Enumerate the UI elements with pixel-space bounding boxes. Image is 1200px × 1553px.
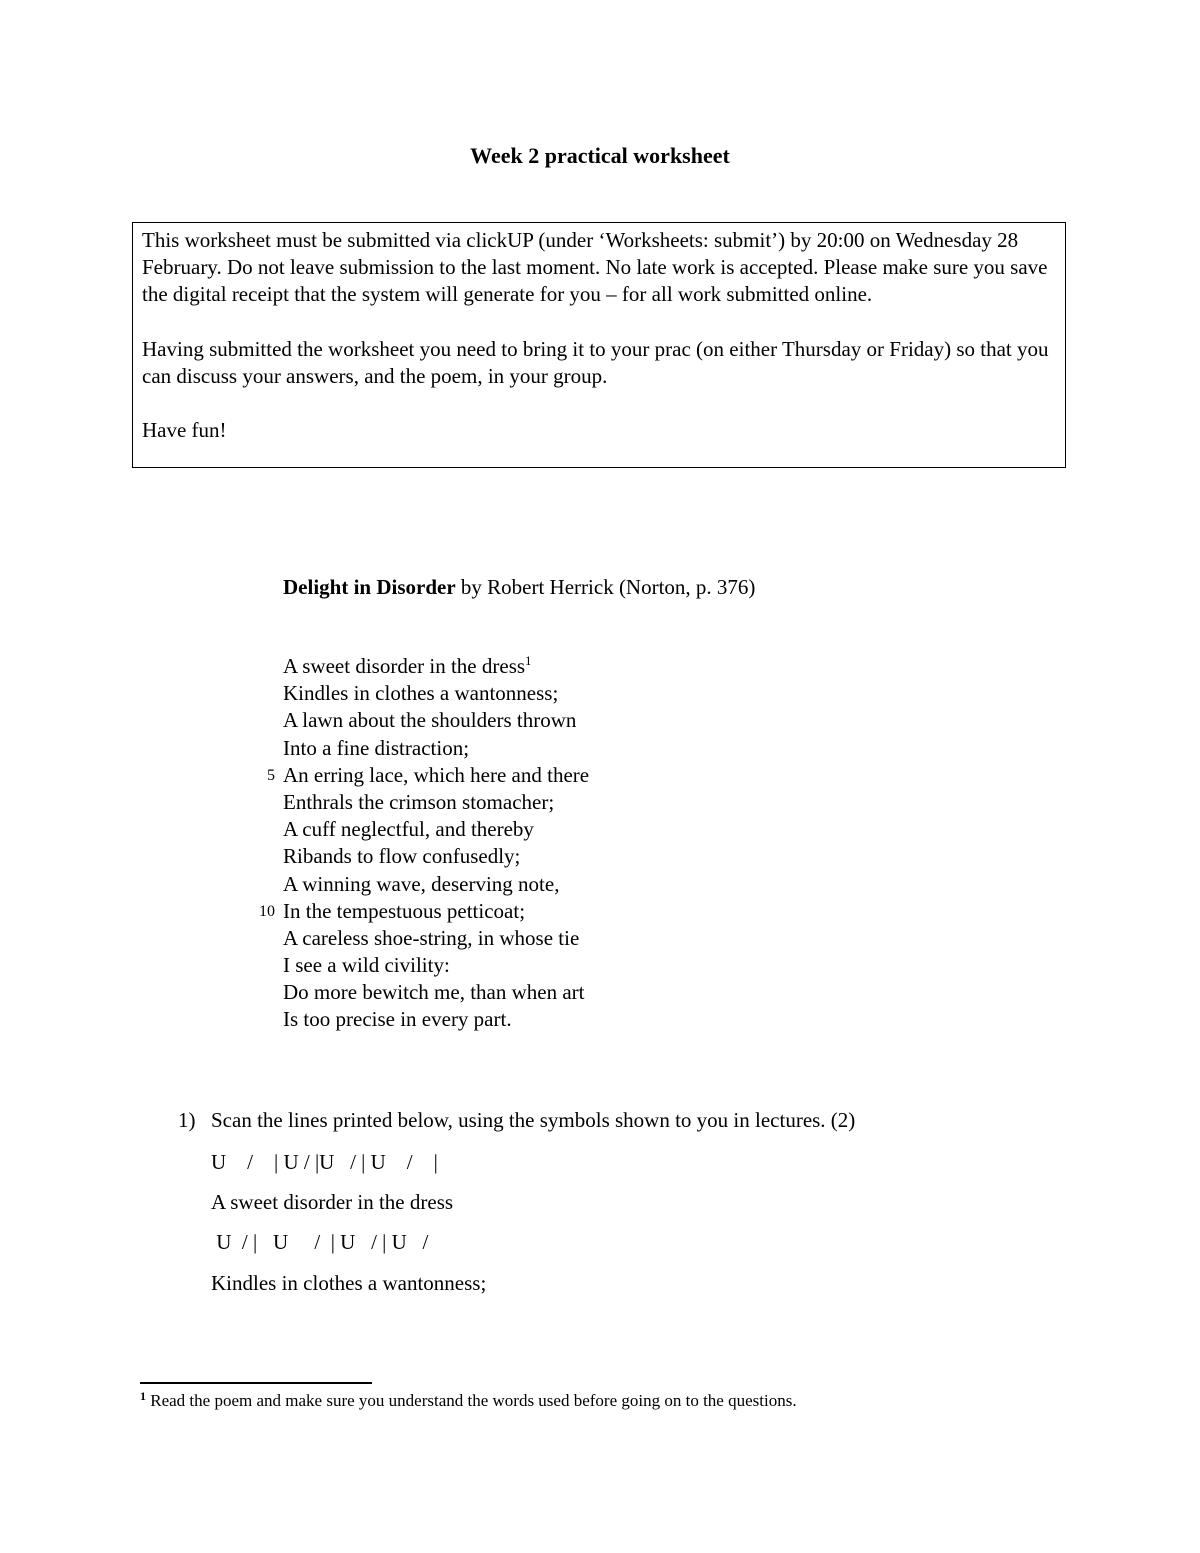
- poem-line: [283, 843, 589, 870]
- poem-line: [283, 952, 589, 979]
- scanned-line-1: A sweet disorder in the dress: [211, 1190, 454, 1214]
- poem-line: [267, 762, 590, 789]
- poem-line: [283, 816, 589, 843]
- poem-line: [283, 735, 589, 762]
- poem-heading: [283, 575, 755, 600]
- line-number: 5: [267, 766, 275, 784]
- notice-paragraph-prac: Having submitted the worksheet you need to bring it to your prac (on either Thursday or Friday) so that you can discuss your answers, and the poem, in your group.: [142, 336, 1049, 388]
- poem-line-text: Enthrals the crimson stomacher;: [283, 789, 555, 814]
- poem-line-text: An erring lace, which here and there: [283, 762, 590, 787]
- scansion-marks-line-1: U / | U / |U / | U / |: [211, 1150, 438, 1174]
- poem-line-text: A cuff neglectful, and thereby: [283, 817, 534, 842]
- poem-line-text: Do more bewitch me, than when art: [283, 980, 585, 1005]
- poem-byline: by Robert Herrick (Norton, p. 376): [455, 575, 756, 599]
- poem-line-text: A careless shoe-string, in whose tie: [283, 925, 580, 950]
- poem-line: [259, 898, 589, 925]
- footnote-reference: 1: [525, 653, 532, 668]
- poem-line: [283, 1006, 589, 1033]
- notice-paragraph-closing: Have fun!: [142, 418, 227, 443]
- notice-paragraph-submission: This worksheet must be submitted via clickUP (under ‘Worksheets: submit’) by 20:00 on Wednesday 28 February. Do not leave submission to the last moment. No late work is accepted. Please make sure you save the digital receipt that the system will generate for you – for all work submitted online.: [142, 228, 1048, 307]
- poem-line: [283, 979, 589, 1006]
- question-text: Scan the lines printed below, using the symbols shown to you in lectures. (2): [211, 1108, 856, 1132]
- footnote-marker: 1: [140, 1389, 146, 1403]
- poem-line: [283, 789, 589, 816]
- poem-line-text: Kindles in clothes a wantonness;: [283, 681, 559, 706]
- poem-title: Delight in Disorder: [283, 575, 456, 599]
- poem-line-text: In the tempestuous petticoat;: [283, 898, 526, 923]
- scansion-marks-line-2: U / | U / | U / | U /: [211, 1230, 429, 1254]
- poem-line-text: Into a fine distraction;: [283, 735, 470, 760]
- poem-line: [283, 707, 589, 734]
- poem-line: [283, 680, 589, 707]
- line-number: 10: [259, 902, 275, 920]
- poem-text: [259, 653, 590, 1034]
- scanned-line-2: Kindles in clothes a wantonness;: [211, 1271, 487, 1295]
- poem-line-text: A winning wave, deserving note,: [283, 871, 560, 896]
- submission-notice-box: [132, 222, 1066, 468]
- poem-line: [283, 925, 589, 952]
- footnote: [140, 1391, 797, 1411]
- poem-line-text: Is too precise in every part.: [283, 1007, 512, 1032]
- poem-line-text: A lawn about the shoulders thrown: [283, 708, 577, 733]
- poem-line-text: A sweet disorder in the dress: [283, 654, 526, 678]
- page-title: Week 2 practical worksheet: [470, 143, 730, 168]
- poem-line-text: I see a wild civility:: [283, 953, 450, 978]
- question-number: 1): [178, 1108, 196, 1132]
- footnote-separator: [140, 1382, 372, 1384]
- footnote-text: Read the poem and make sure you understand the words used before going on to the questions.: [146, 1391, 797, 1410]
- poem-line: [283, 871, 589, 898]
- poem-line-text: Ribands to flow confusedly;: [283, 844, 521, 869]
- poem-line: [283, 653, 589, 680]
